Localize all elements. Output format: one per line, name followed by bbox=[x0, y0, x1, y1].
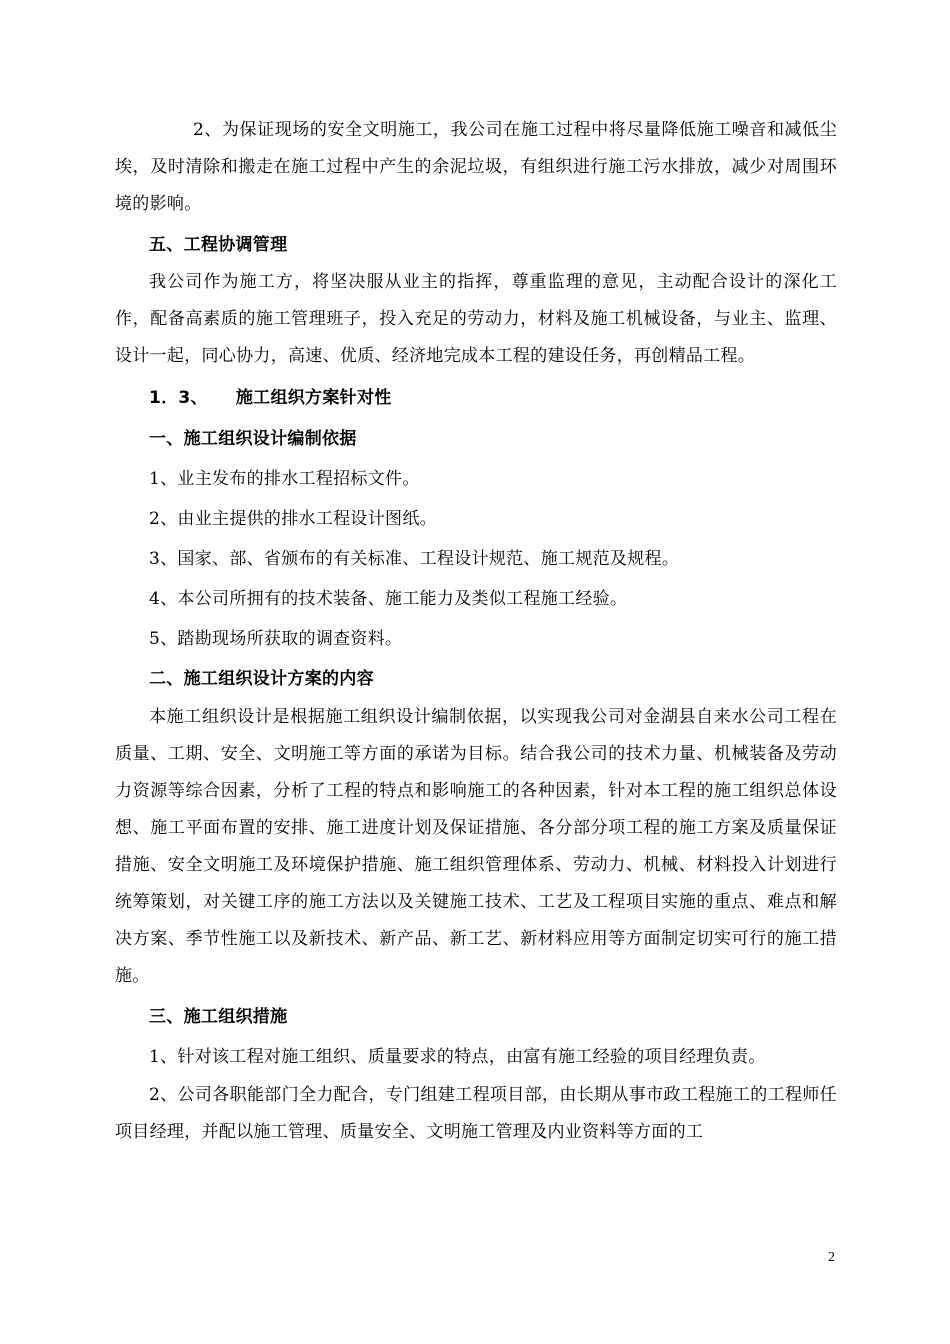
paragraph-measure-2: 2、公司各职能部门全力配合，专门组建工程项目部，由长期从事市政工程施工的工程师任项目经理，并配以施工管理、质量安全、文明施工管理及内业资料等方面的工 bbox=[115, 1085, 837, 1142]
heading-basis: 一、施工组织设计编制依据 bbox=[149, 429, 357, 449]
list-item: 4、本公司所拥有的技术装备、施工能力及类似工程施工经验。 bbox=[149, 589, 628, 609]
list-item: 1、针对该工程对施工组织、质量要求的特点，由富有施工经验的项目经理负责。 bbox=[149, 1047, 766, 1067]
heading-content: 二、施工组织设计方案的内容 bbox=[149, 669, 374, 689]
heading-measures: 三、施工组织措施 bbox=[149, 1007, 288, 1027]
section-number: 1．3、 bbox=[149, 388, 208, 408]
section-title: 施工组织方案针对性 bbox=[235, 388, 392, 408]
page-number: 2 bbox=[828, 1250, 835, 1265]
paragraph-safety-civilized: 2、为保证现场的安全文明施工，我公司在施工过程中将尽量降低施工噪音和减低尘埃，及时清除和搬走在施工过程中产生的余泥垃圾，有组织进行施工污水排放，减少对周围环境的影响。 bbox=[115, 120, 837, 214]
heading-coordination: 五、工程协调管理 bbox=[149, 235, 288, 255]
list-item: 3、国家、部、省颁布的有关标准、工程设计规范、施工规范及规程。 bbox=[149, 549, 680, 569]
paragraph-content: 本施工组织设计是根据施工组织设计编制依据，以实现我公司对金湖县自来水公司工程在质量、工期、安全、文明施工等方面的承诺为目标。结合我公司的技术力量、机械装备及劳动力资源等综合因素，分析了工程的特点和影响施工的各种因素，针对本工程的施工组织总体设想、施工平面布置的安排、施工进度计划及保证措施、各分部分项工程的施工方案及质量保证措施、安全文明施工及环境保护措施、施工组织管理体系、劳动力、机械、材料投入计划进行统筹策划，对关键工序的施工方法以及关键施工技术、工艺及工程项目实施的重点、难点和解决方案、季节性施工以及新技术、新产品、新工艺、新材料应用等方面制定切实可行的施工措施。 bbox=[115, 707, 837, 986]
paragraph-coordination: 我公司作为施工方，将坚决服从业主的指挥，尊重监理的意见，主动配合设计的深化工作，配备高素质的施工管理班子，投入充足的劳动力，材料及施工机械设备，与业主、监理、设计一起，同心协力，高速、优质、经济地完成本工程的建设任务，再创精品工程。 bbox=[115, 272, 837, 366]
list-item: 2、由业主提供的排水工程设计图纸。 bbox=[149, 509, 437, 529]
section-heading-1-3 bbox=[115, 377, 837, 419]
list-item: 1、业主发布的排水工程招标文件。 bbox=[149, 469, 420, 489]
document-body bbox=[115, 112, 837, 1151]
list-item: 5、踏勘现场所获取的调查资料。 bbox=[149, 629, 403, 649]
